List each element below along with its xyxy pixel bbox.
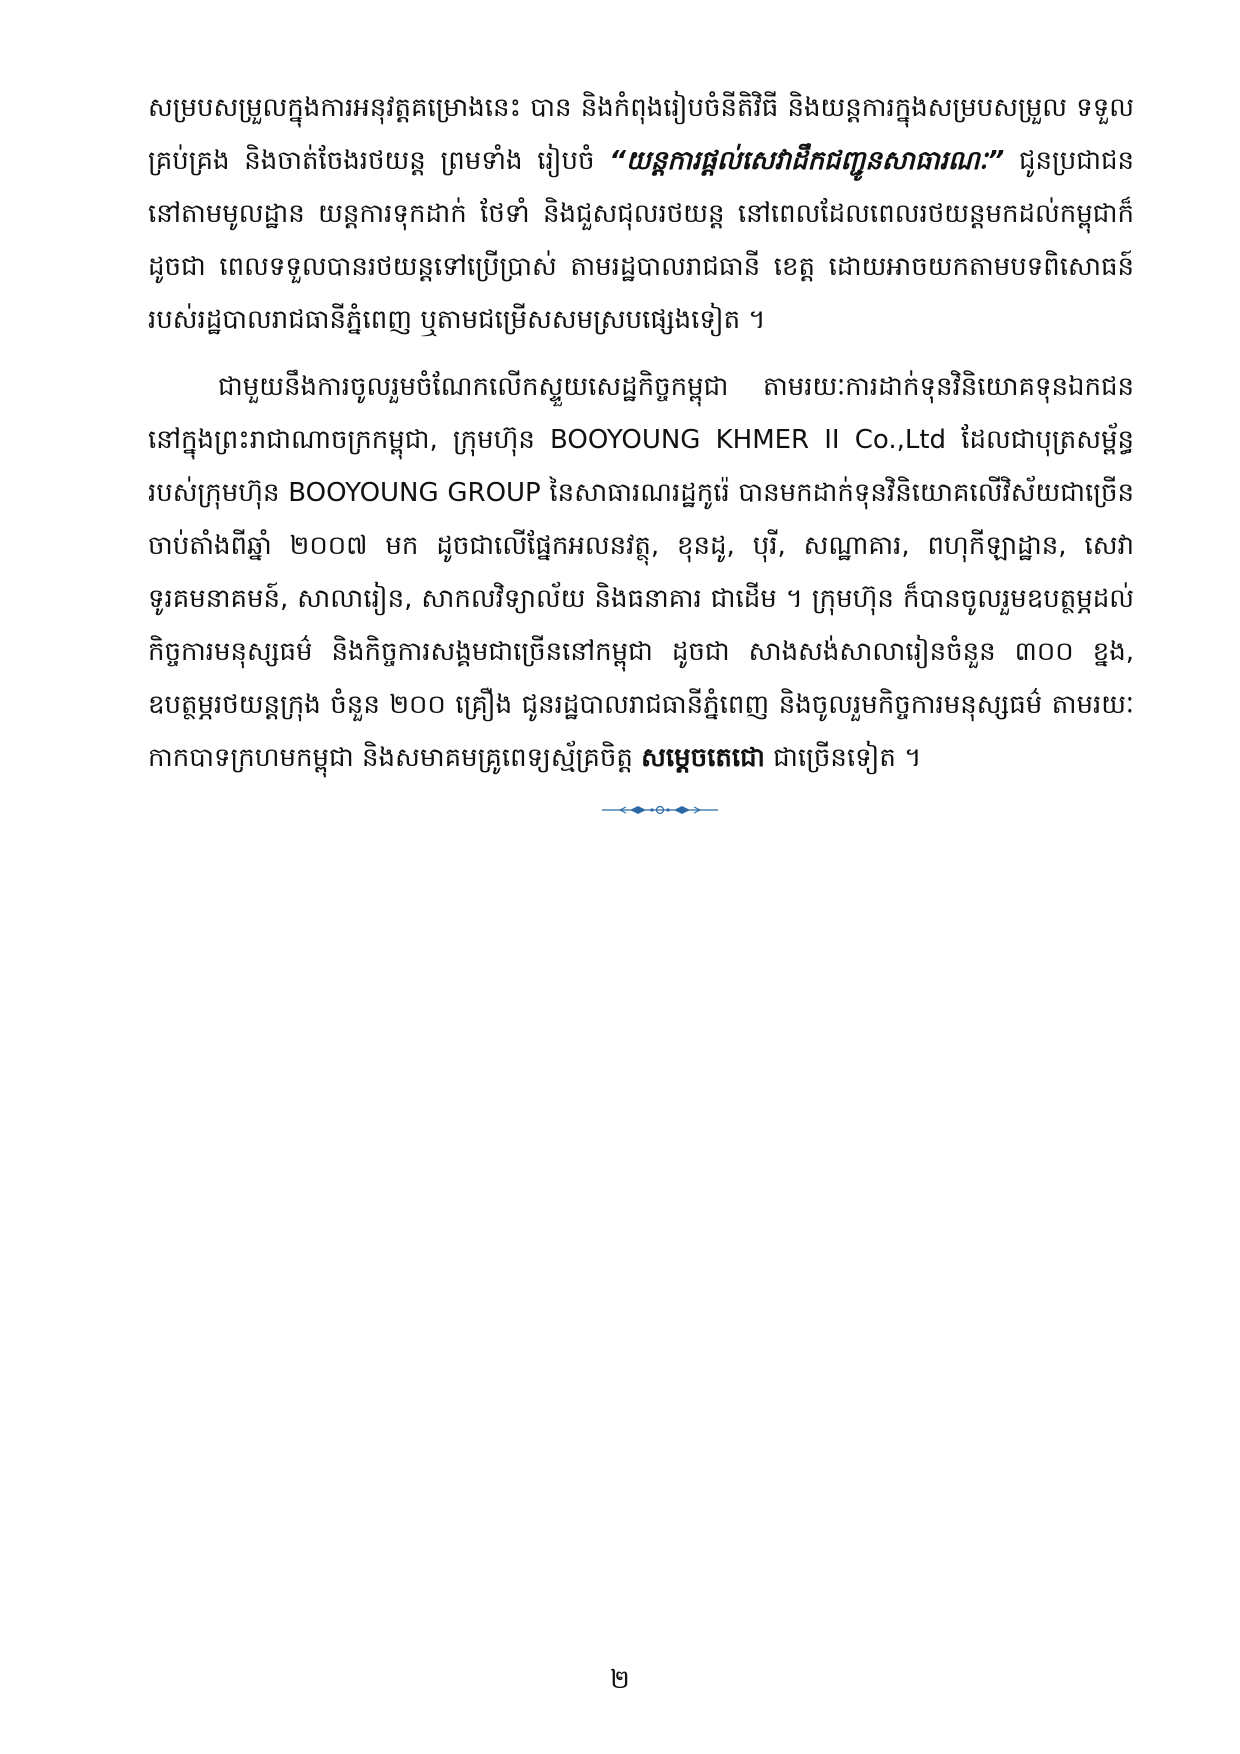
divider-ornament-icon	[600, 803, 720, 817]
paragraph-1	[148, 82, 1134, 347]
paragraph-2-text-after: ជាច្រើនទៀត ។	[764, 743, 922, 773]
paragraph-2	[148, 361, 1134, 785]
document-body	[148, 82, 1134, 785]
paragraph-1-text: សម្របសម្រួលក្នុងការអនុវត្តគម្រោងនេះ បាន និងកំពុងរៀបចំនីតិវិធី និងយន្តការក្នុងសម្របសម្រួល ទទួលគ្រប់គ្រង និងចាត់ចែងរថយន្ត ព្រមទាំង រៀបចំ	[148, 93, 1134, 176]
samdech-techo-name: សម្តេចតេជោ	[641, 743, 765, 773]
page-number: ២	[610, 1665, 630, 1695]
public-transport-mechanism-title: “យន្តការផ្តល់សេវាដឹកជញ្ជូនសាធារណៈ”	[609, 146, 1005, 176]
paragraph-1-text-after: ជូនប្រជាជននៅតាមមូលដ្ឋាន យន្តការទុកដាក់ ថែទាំ និងជួសជុលរថយន្ត នៅពេលដែលពេលរថយន្តមកដល់កម្ពុជាក៏ដូចជា ពេលទទួលបានរថយន្តទៅប្រើប្រាស់ តាមរដ្ឋបាលរាជធានី ខេត្ត ដោយអាចយកតាមបទពិសោធន៍របស់រដ្ឋបាលរាជធានីភ្នំពេញ ឬតាមជម្រើសសមស្របផ្សេងទៀត ។	[148, 146, 1134, 335]
paragraph-2-text: ជាមួយនឹងការចូលរួមចំណែកលើកស្ទួយសេដ្ឋកិច្ចកម្ពុជា តាមរយៈការដាក់ទុនវិនិយោគទុនឯកជននៅក្នុងព្រះរាជាណាចក្រកម្ពុជា, ក្រុមហ៊ុន BOOYOUNG KHMER II Co.,Ltd ដែលជាបុត្រសម្ព័ន្ធរបស់ក្រុមហ៊ុន BOOYOUNG GROUP នៃសាធារណរដ្ឋកូរ៉េ បានមកដាក់ទុនវិនិយោគលើវិស័យជាច្រើន ចាប់តាំងពីឆ្នាំ ២០០៧ មក ដូចជាលើផ្នែកអលនវត្ថុ, ខុនដូ, បុរី, សណ្ឋាគារ, ពហុកីឡាដ្ឋាន, សេវាទូរគមនាគមន៍, សាលារៀន, សាកលវិទ្យាល័យ និងធនាគារ ជាដើម ។ ក្រុមហ៊ុន ក៏បានចូលរួមឧបត្ថម្ភដល់កិច្ចការមនុស្សធម៌ និងកិច្ចការសង្គមជាច្រើននៅកម្ពុជា ដូចជា សាងសង់សាលារៀនចំនួន ៣០០ ខ្នង, ឧបត្ថម្ភរថយន្តក្រុង ចំនួន ២០០ គ្រឿង ជូនរដ្ឋបាលរាជធានីភ្នំពេញ និងចូលរួមកិច្ចការមនុស្សធម៌ តាមរយៈកាកបាទក្រហមកម្ពុជា និងសមាគមគ្រូពេទ្យស្ម័គ្រចិត្ត	[148, 372, 1134, 773]
